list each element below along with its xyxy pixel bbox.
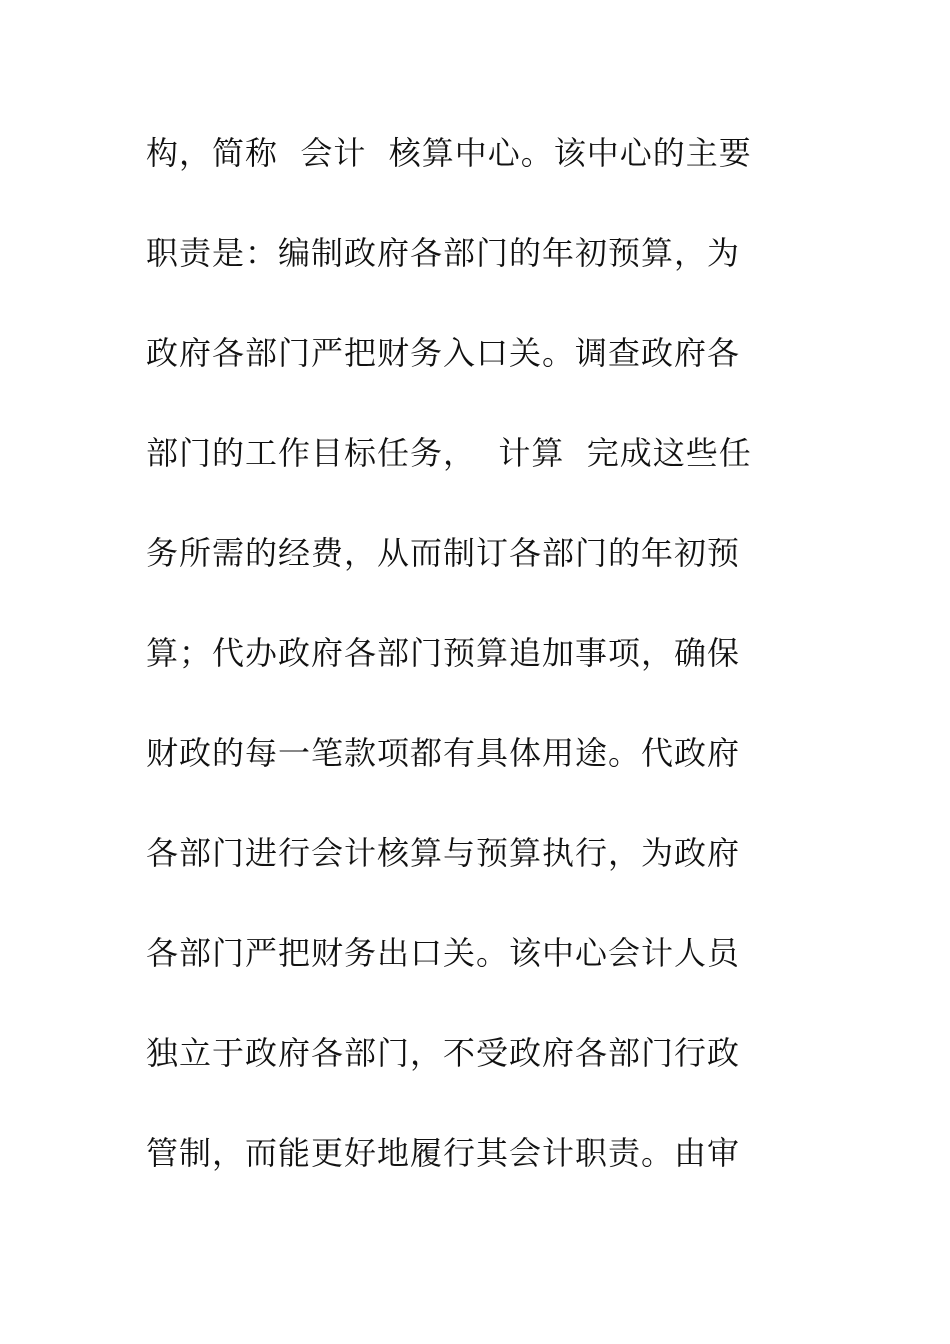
text-line: 算；代办政府各部门预算追加事项，确保 (146, 634, 741, 672)
text-line: 职责是：编制政府各部门的年初预算，为 (146, 234, 741, 272)
body-paragraph (146, 124, 786, 1224)
text-line: 构，简称 会计 核算中心。该中心的主要 (146, 134, 752, 172)
text-line: 各部门严把财务出口关。该中心会计人员 (146, 934, 741, 972)
text-line: 各部门进行会计核算与预算执行，为政府 (146, 834, 741, 872)
text-line: 独立于政府各部门，不受政府各部门行政 (146, 1034, 741, 1072)
text-line: 政府各部门严把财务入口关。调查政府各 (146, 334, 741, 372)
text-line: 部门的工作目标任务， 计算 完成这些任 (146, 434, 752, 472)
text-line: 务所需的经费，从而制订各部门的年初预 (146, 534, 741, 572)
text-line: 财政的每一笔款项都有具体用途。代政府 (146, 734, 741, 772)
text-line: 管制，而能更好地履行其会计职责。由审 (146, 1134, 741, 1172)
